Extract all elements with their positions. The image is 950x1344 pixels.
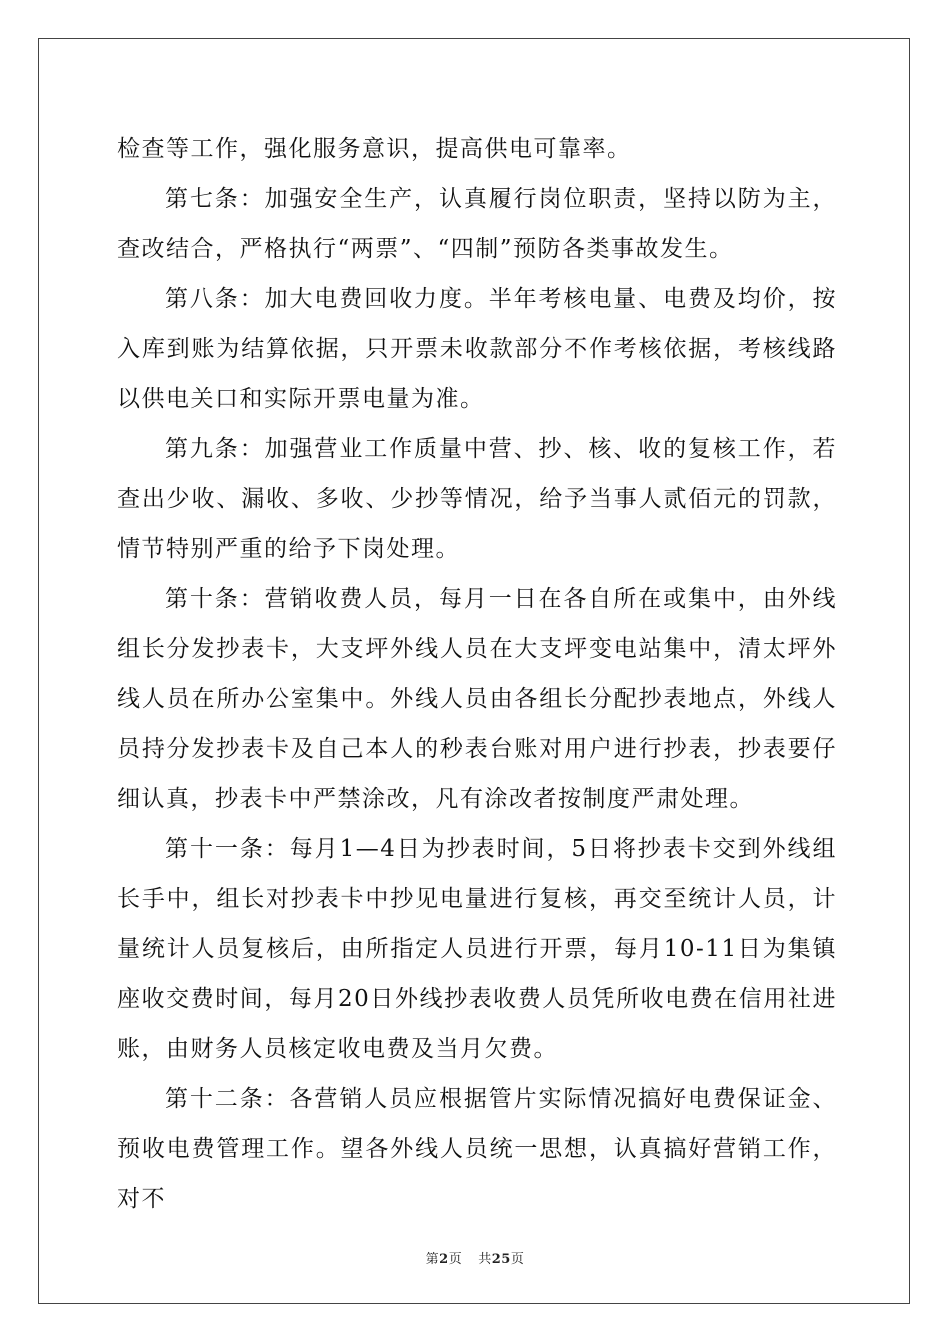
page-prefix: 第	[425, 1252, 440, 1267]
page-suffix: 页	[448, 1252, 463, 1267]
paragraph-article-10: 第十条：营销收费人员，每月一日在各自所在或集中，由外线组长分发抄表卡，大支坪外线人员在大支坪变电站集中，清太坪外线人员在所办公室集中。外线人员由各组长分配抄表地点，外线人员持分发抄表卡及自己本人的秒表台账对用户进行抄表，抄表要仔细认真，抄表卡中严禁涂改，凡有涂改者按制度严肃处理。	[117, 586, 837, 812]
paragraph-article-7: 第七条：加强安全生产，认真履行岗位职责，坚持以防为主，查改结合，严格执行“两票”、“四制”预防各类事故发生。	[117, 186, 837, 262]
total-suffix: 页	[510, 1252, 525, 1267]
paragraph-article-9: 第九条：加强营业工作质量中营、抄、核、收的复核工作，若查出少收、漏收、多收、少抄等情况，给予当事人贰佰元的罚款，情节特别严重的给予下岗处理。	[117, 436, 837, 562]
page-number: 2	[439, 1252, 449, 1267]
paragraph-article-11: 第十一条：每月1—4日为抄表时间，5日将抄表卡交到外线组长手中，组长对抄表卡中抄见电量进行复核，再交至统计人员，计量统计人员复核后，由所指定人员进行开票，每月10-11日为集镇座收交费时间，每月20日外线抄表收费人员凭所收电费在信用社进账，由财务人员核定收电费及当月欠费。	[117, 836, 837, 1062]
paragraph-article-12: 第十二条：各营销人员应根据管片实际情况搞好电费保证金、预收电费管理工作。望各外线人员统一思想，认真搞好营销工作，对不	[117, 1086, 837, 1212]
paragraph-continuation: 检查等工作，强化服务意识，提高供电可靠率。	[117, 136, 632, 162]
document-body	[117, 124, 837, 1224]
total-pages: 25	[491, 1252, 511, 1267]
total-prefix: 共	[478, 1252, 492, 1267]
page-footer	[0, 1248, 950, 1267]
paragraph-article-8: 第八条：加大电费回收力度。半年考核电量、电费及均价，按入库到账为结算依据，只开票未收款部分不作考核依据，考核线路以供电关口和实际开票电量为准。	[117, 286, 837, 412]
